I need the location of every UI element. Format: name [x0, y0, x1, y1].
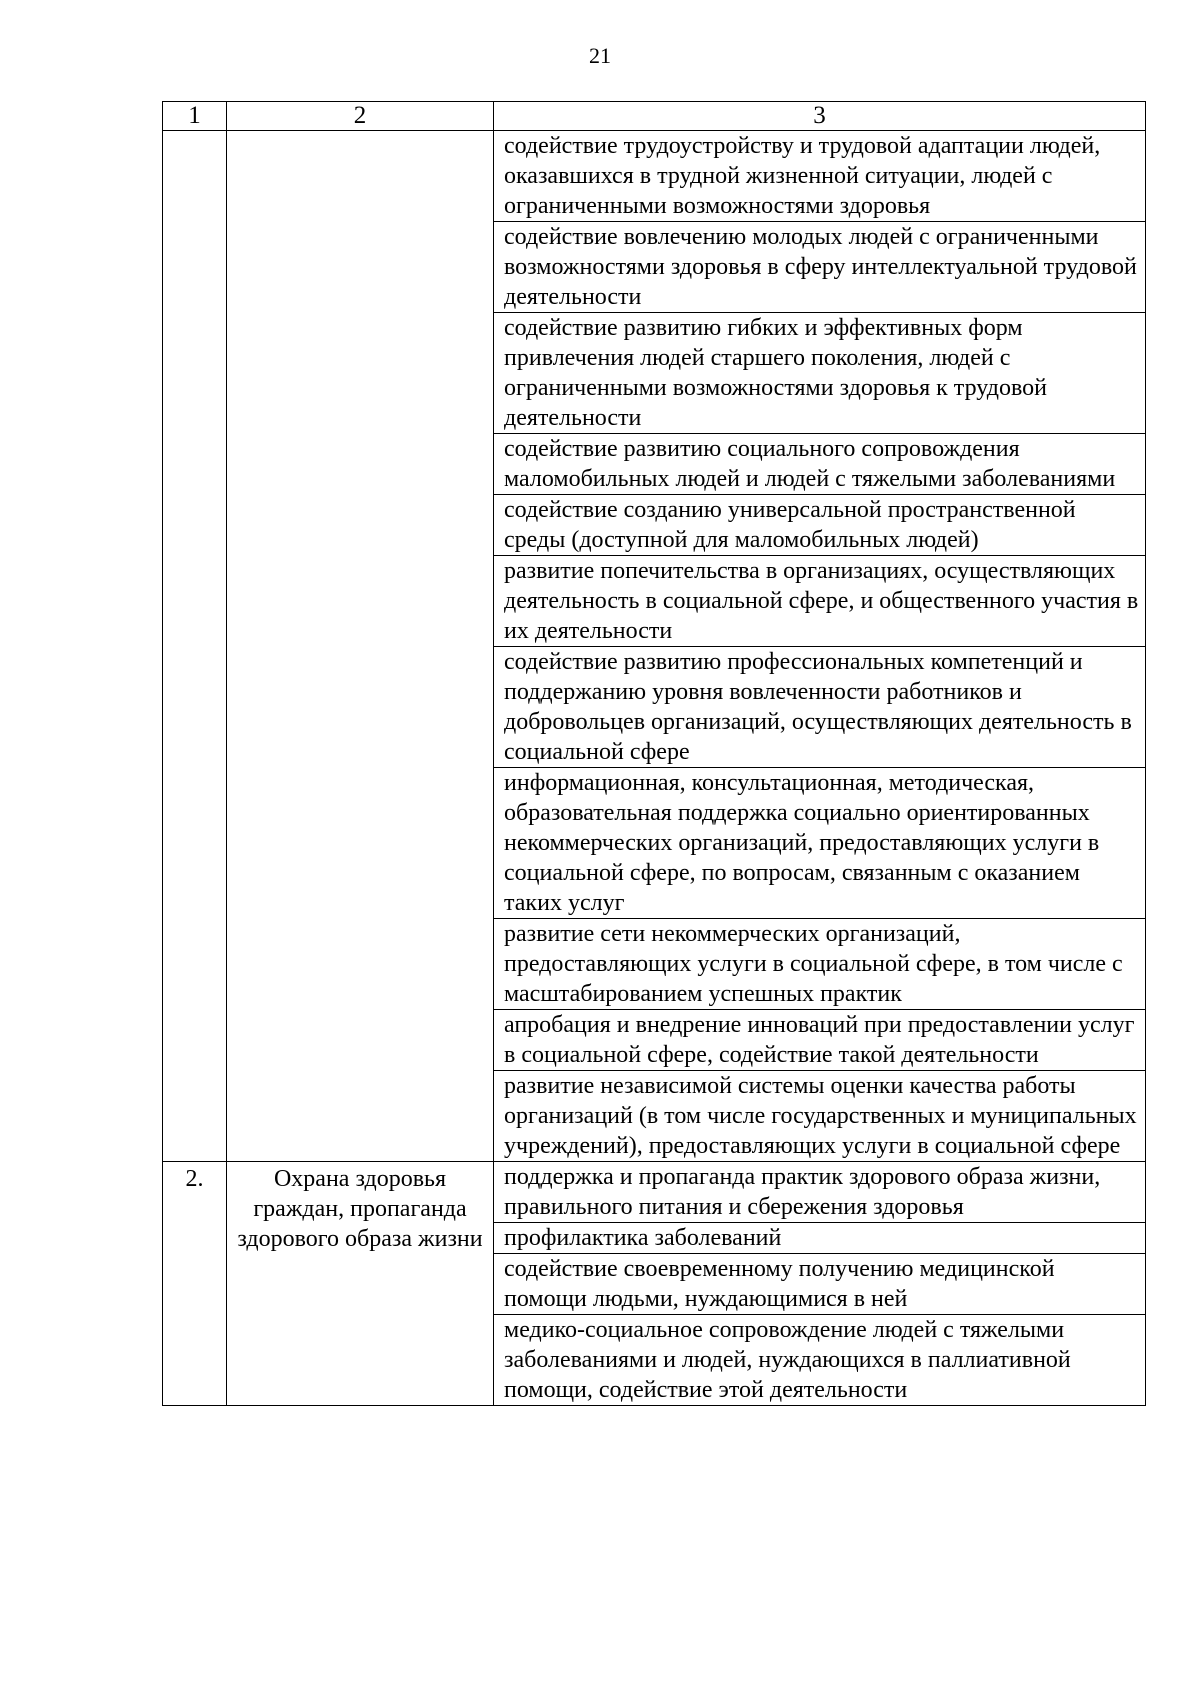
activity-item: содействие развитию профессиональных компетенций и поддержанию уровня вовлеченности работников и добровольцев организаций, осуществляющих деятельность в социальной сфере	[494, 647, 1146, 768]
table-header-row	[163, 102, 1146, 131]
activity-item: развитие сети некоммерческих организаций, предоставляющих услуги в социальной сфере, в том числе с масштабированием успешных практик	[494, 919, 1146, 1010]
table-row	[163, 131, 1146, 222]
section-title: Охрана здоровья граждан, пропаганда здорового образа жизни	[227, 1162, 494, 1406]
activity-item: содействие развитию гибких и эффективных форм привлечения людей старшего поколения, людей с ограниченными возможностями здоровья к трудовой деятельности	[494, 313, 1146, 434]
header-col-2: 2	[227, 102, 494, 131]
activities-table	[162, 101, 1146, 1406]
header-col-1: 1	[163, 102, 227, 131]
activity-item: развитие попечительства в организациях, осуществляющих деятельность в социальной сфере, и общественного участия в их деятельности	[494, 556, 1146, 647]
section-title	[227, 131, 494, 1162]
activity-item: содействие своевременному получению медицинской помощи людьми, нуждающимися в ней	[494, 1254, 1146, 1315]
activity-item: содействие созданию универсальной пространственной среды (доступной для маломобильных людей)	[494, 495, 1146, 556]
activity-item: развитие независимой системы оценки качества работы организаций (в том числе государственных и муниципальных учреждений), предоставляющих услуги в социальной сфере	[494, 1071, 1146, 1162]
page-number: 21	[589, 43, 611, 68]
activity-item: содействие трудоустройству и трудовой адаптации людей, оказавшихся в трудной жизненной ситуации, людей с ограниченными возможностями здоровья	[494, 131, 1146, 222]
activity-item: информационная, консультационная, методическая, образовательная поддержка социально ориентированных некоммерческих организаций, предоставляющих услуги в социальной сфере, по вопросам, связанным с оказанием таких услуг	[494, 768, 1146, 919]
table-row	[163, 1162, 1146, 1223]
section-number	[163, 131, 227, 1162]
activity-item: апробация и внедрение инноваций при предоставлении услуг в социальной сфере, содействие такой деятельности	[494, 1010, 1146, 1071]
header-col-3: 3	[494, 102, 1146, 131]
activity-item: содействие развитию социального сопровождения маломобильных людей и людей с тяжелыми заболеваниями	[494, 434, 1146, 495]
activity-item: поддержка и пропаганда практик здорового образа жизни, правильного питания и сбережения здоровья	[494, 1162, 1146, 1223]
section-number: 2.	[163, 1162, 227, 1406]
activity-item: содействие вовлечению молодых людей с ограниченными возможностями здоровья в сферу интеллектуальной трудовой деятельности	[494, 222, 1146, 313]
activity-item: профилактика заболеваний	[494, 1223, 1146, 1254]
activity-item: медико-социальное сопровождение людей с тяжелыми заболеваниями и людей, нуждающихся в паллиативной помощи, содействие этой деятельности	[494, 1315, 1146, 1406]
